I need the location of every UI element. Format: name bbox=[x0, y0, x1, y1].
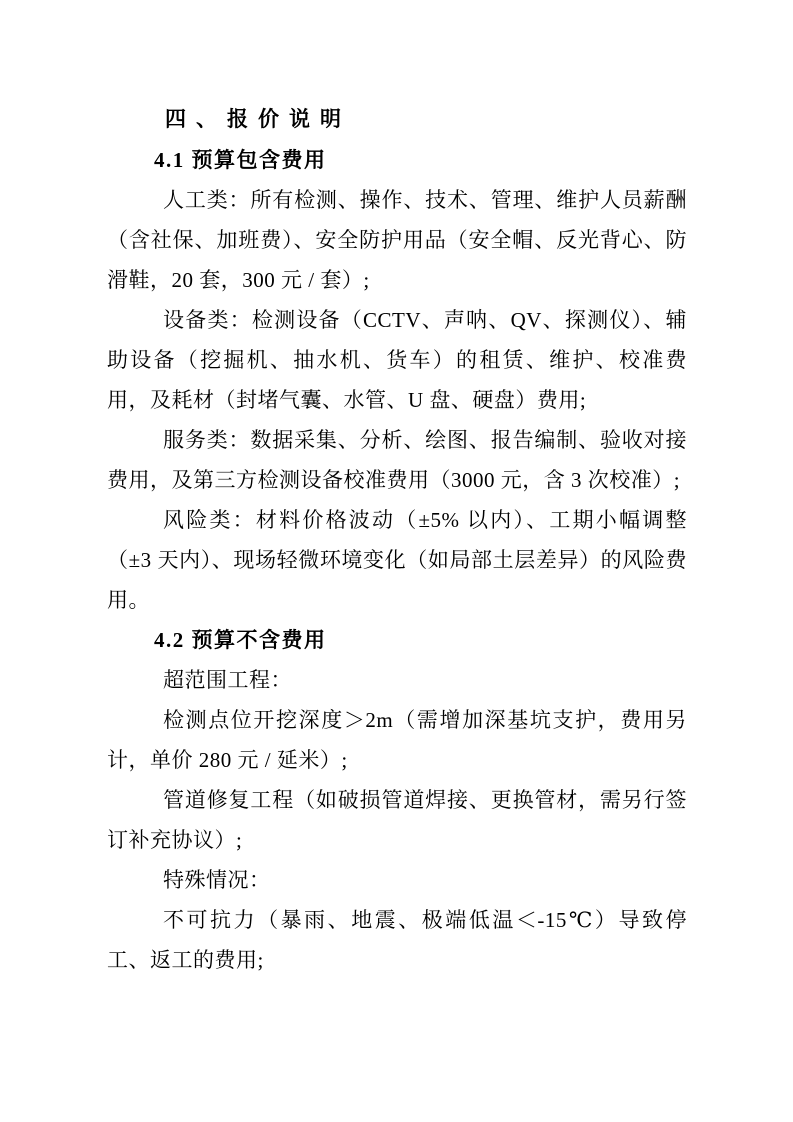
subsection-heading-4-1: 4.1 预算包含费用 bbox=[154, 148, 327, 172]
paragraph-force-majeure: 不可抗力（暴雨、地震、极端低温＜-15℃）导致停工、返工的费用; bbox=[107, 908, 687, 972]
document-content bbox=[107, 100, 687, 980]
paragraph-equipment-costs: 设备类：检测设备（CCTV、声呐、QV、探测仪）、辅助设备（挖掘机、抽水机、货车）的租赁、维护、校准费用，及耗材（封堵气囊、水管、U 盘、硬盘）费用; bbox=[107, 308, 687, 412]
paragraph-special-cases-label: 特殊情况： bbox=[163, 868, 271, 892]
paragraph-excavation-depth: 检测点位开挖深度＞2m（需增加深基坑支护，费用另计，单价 280 元 / 延米）; bbox=[107, 708, 687, 772]
paragraph-out-of-scope-label: 超范围工程： bbox=[163, 668, 292, 692]
paragraph-service-costs: 服务类：数据采集、分析、绘图、报告编制、验收对接费用，及第三方检测设备校准费用（3000 元，含 3 次校准）; bbox=[107, 428, 687, 492]
section-title: 四、报价说明 bbox=[165, 108, 351, 131]
paragraph-risk-costs: 风险类：材料价格波动（±5% 以内）、工期小幅调整（±3 天内）、现场轻微环境变化（如局部土层差异）的风险费用。 bbox=[107, 508, 687, 612]
subsection-heading-4-2: 4.2 预算不含费用 bbox=[154, 628, 327, 652]
paragraph-labor-costs: 人工类：所有检测、操作、技术、管理、维护人员薪酬（含社保、加班费）、安全防护用品（安全帽、反光背心、防滑鞋，20 套，300 元 / 套）; bbox=[107, 188, 687, 292]
paragraph-pipeline-repair: 管道修复工程（如破损管道焊接、更换管材，需另行签订补充协议）; bbox=[107, 788, 687, 852]
